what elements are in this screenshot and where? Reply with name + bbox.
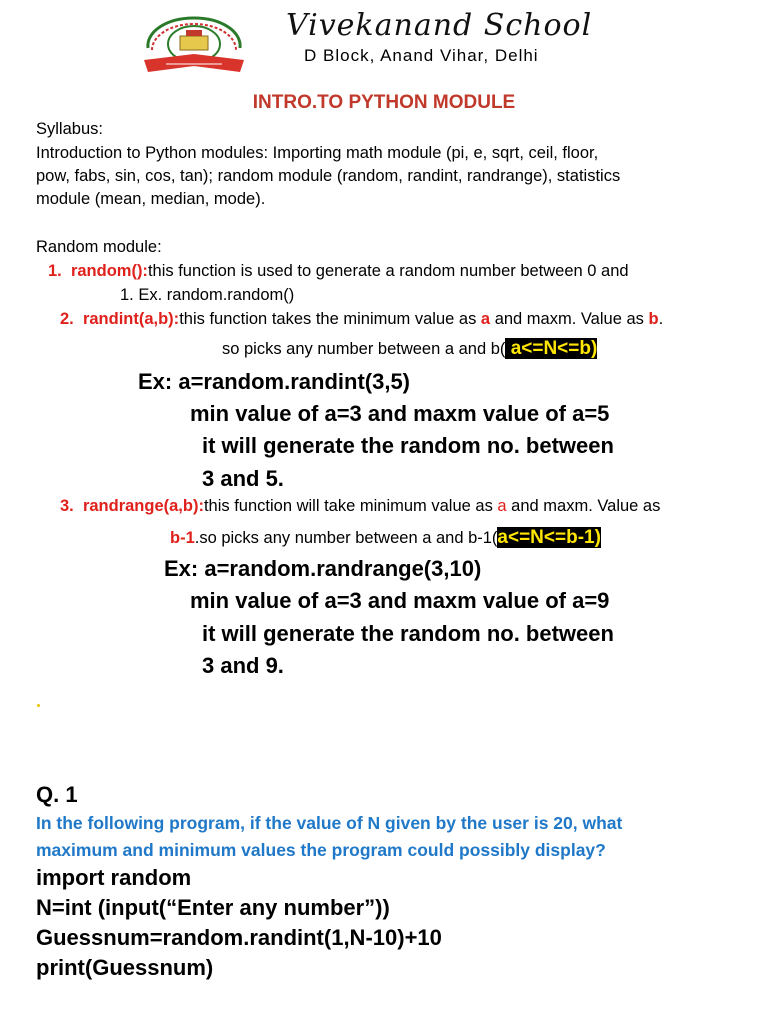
list-item-random	[48, 262, 629, 281]
function-name: random():	[70, 262, 148, 280]
function-name: randrange(a,b):	[82, 497, 204, 515]
syllabus-line: Introduction to Python modules: Importing math module (pi, e, sqrt, ceil, floor,	[36, 144, 599, 162]
example-line: Ex: a=random.randint(3,5)	[138, 369, 411, 394]
syllabus-line: module (mean, median, mode).	[36, 190, 266, 208]
list-item-randint	[60, 310, 663, 329]
param-a: a	[480, 310, 491, 328]
syllabus-label: Syllabus:	[36, 120, 103, 138]
range-highlight: a<=N<=b-1)	[497, 527, 601, 548]
range-highlight: a<=N<=b)	[505, 338, 598, 359]
function-description: this function is used to generate a random number between 0 and	[147, 262, 629, 280]
section-heading: Random module:	[36, 238, 162, 256]
function-name: randint(a,b):	[82, 310, 180, 328]
range-text: so picks any number between a and b(	[222, 340, 506, 358]
function-description: this function will take minimum value as	[203, 497, 498, 515]
randint-range-line	[222, 338, 597, 360]
code-line: import random	[36, 865, 192, 890]
question-prompt: maximum and minimum values the program could possibly display?	[36, 840, 606, 860]
function-description: this function takes the minimum value as	[179, 310, 481, 328]
example-line: it will generate the random no. between	[202, 433, 614, 458]
example-line: Ex: a=random.randrange(3,10)	[164, 556, 482, 581]
param-a: a	[497, 497, 507, 515]
code-line: Guessnum=random.randint(1,N-10)+10	[36, 925, 442, 950]
example-line: min value of a=3 and maxm value of a=9	[190, 588, 610, 613]
list-item-randrange	[60, 497, 660, 516]
item-number: 2.	[60, 310, 74, 328]
example-line: 3 and 5.	[202, 466, 284, 491]
school-address: D Block, Anand Vihar, Delhi	[304, 46, 539, 65]
school-name: Vivekanand School	[286, 8, 593, 43]
period: .	[658, 310, 664, 328]
school-crest-icon	[136, 14, 252, 76]
range-text: .so picks any number between a and b-1(	[194, 529, 498, 547]
function-description: and maxm. Value as	[506, 497, 661, 515]
randrange-range-line	[170, 527, 601, 549]
item-number: 3.	[60, 497, 74, 515]
page-title: INTRO.TO PYTHON MODULE	[252, 92, 516, 113]
question-label: Q. 1	[36, 782, 78, 807]
example-line: min value of a=3 and maxm value of a=5	[190, 401, 610, 426]
param-b: b-1	[170, 529, 195, 547]
code-line: N=int (input(“Enter any number”))	[36, 895, 390, 920]
example-text: 1. Ex. random.random()	[120, 286, 295, 304]
bullet-dot	[37, 704, 40, 707]
item-number: 1.	[48, 262, 62, 280]
param-b: b	[648, 310, 659, 328]
example-line: it will generate the random no. between	[202, 621, 614, 646]
function-description: and maxm. Value as	[490, 310, 649, 328]
code-line: print(Guessnum)	[36, 955, 214, 980]
syllabus-line: pow, fabs, sin, cos, tan); random module (random, randint, randrange), statistics	[36, 167, 621, 185]
question-prompt: In the following program, if the value of N given by the user is 20, what	[36, 813, 623, 833]
example-line: 3 and 9.	[202, 653, 284, 678]
